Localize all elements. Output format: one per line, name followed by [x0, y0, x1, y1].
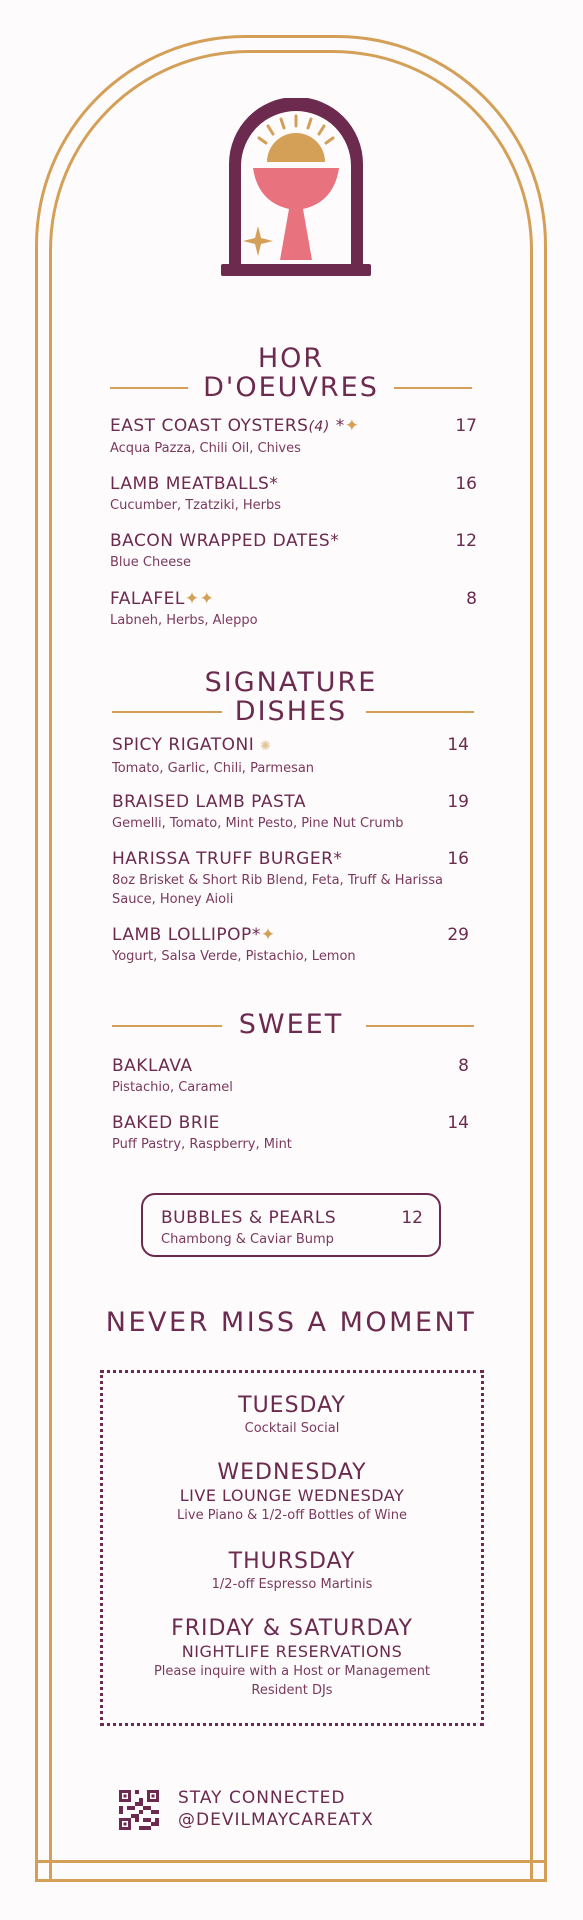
item-description: Acqua Pazza, Chili Oil, Chives — [110, 441, 301, 456]
signature-heading-line1: SIGNATURE — [204, 667, 378, 698]
gold-star-icon: ✦✦ — [184, 589, 215, 609]
menu-item — [112, 1113, 469, 1154]
feature-description: Chambong & Caviar Bump — [161, 1232, 334, 1247]
feature-name: BUBBLES & PEARLS — [161, 1208, 337, 1228]
item-price: 12 — [455, 531, 477, 551]
event-day: FRIDAY & SATURDAY — [171, 1616, 413, 1641]
event-description: Resident DJs — [251, 1683, 333, 1698]
item-description: Sauce, Honey Aioli — [112, 892, 234, 907]
event-thursday — [100, 1549, 484, 1594]
menu-item — [110, 531, 477, 572]
gold-star-icon: ✦ — [344, 416, 360, 436]
gold-star-icon: ✦ — [260, 925, 276, 945]
item-name: BRAISED LAMB PASTA — [112, 792, 306, 812]
qr-code-icon[interactable] — [119, 1790, 159, 1830]
item-name: SPICY RIGATONI — [112, 735, 255, 755]
item-name: EAST COAST OYSTERS — [110, 416, 309, 436]
item-description: Labneh, Herbs, Aleppo — [110, 613, 258, 628]
item-marker: * — [335, 416, 345, 436]
frame-baseline — [35, 1860, 547, 1863]
item-quantity: (4) — [308, 419, 330, 435]
item-description: Puff Pastry, Raspberry, Mint — [112, 1137, 292, 1152]
menu-item — [110, 589, 477, 630]
item-marker: * — [330, 531, 340, 551]
social-block — [178, 1787, 374, 1831]
item-price: 29 — [447, 925, 469, 945]
item-price: 14 — [447, 735, 469, 755]
item-price: 17 — [455, 416, 477, 436]
sunburst-icon: ✺ — [260, 739, 272, 754]
event-weekend — [100, 1616, 484, 1700]
menu-item — [112, 792, 469, 833]
item-description: Tomato, Garlic, Chili, Parmesan — [112, 761, 315, 776]
menu-item — [110, 416, 477, 458]
section-rule — [366, 711, 474, 713]
item-description: Gemelli, Tomato, Mint Pesto, Pine Nut Crumb — [112, 816, 404, 831]
item-description: Cucumber, Tzatziki, Herbs — [110, 498, 282, 513]
sweet-heading: SWEET — [238, 1009, 344, 1040]
menu-item — [112, 1056, 469, 1097]
item-price: 19 — [447, 792, 469, 812]
hors-heading-line2: D'OEUVRES — [203, 372, 379, 403]
item-name: BAKLAVA — [112, 1056, 193, 1076]
event-day: THURSDAY — [228, 1549, 356, 1574]
chalice-sun-moon-icon — [221, 98, 371, 280]
item-marker: * — [333, 849, 343, 869]
event-day: WEDNESDAY — [217, 1460, 367, 1485]
event-subtitle: LIVE LOUNGE WEDNESDAY — [179, 1486, 405, 1505]
item-name: LAMB MEATBALLS — [110, 474, 270, 494]
item-price: 16 — [447, 849, 469, 869]
item-name: BAKED BRIE — [112, 1113, 220, 1133]
event-subtitle: NIGHTLIFE RESERVATIONS — [181, 1642, 403, 1661]
event-day: TUESDAY — [238, 1393, 346, 1418]
item-price: 16 — [455, 474, 477, 494]
item-description: 8oz Brisket & Short Rib Blend, Feta, Truff & Harissa — [112, 873, 443, 888]
event-description: Cocktail Social — [244, 1421, 340, 1436]
feature-item — [161, 1208, 423, 1249]
item-name: LAMB LOLLIPOP — [112, 925, 252, 945]
feature-price: 12 — [401, 1208, 423, 1228]
menu-item — [112, 849, 469, 909]
menu-item — [112, 735, 469, 778]
event-wednesday — [100, 1460, 484, 1525]
section-rule — [112, 711, 222, 713]
social-handle[interactable]: @DEVILMAYCAREATX — [178, 1810, 374, 1830]
item-name: BACON WRAPPED DATES — [110, 531, 331, 551]
item-description: Pistachio, Caramel — [112, 1080, 233, 1095]
menu-item — [110, 474, 477, 515]
item-marker: * — [269, 474, 279, 494]
item-description: Blue Cheese — [110, 555, 191, 570]
section-rule — [394, 387, 472, 389]
item-name: HARISSA TRUFF BURGER — [112, 849, 334, 869]
stay-connected-label: STAY CONNECTED — [178, 1788, 346, 1808]
section-rule — [366, 1025, 474, 1027]
section-rule — [110, 387, 188, 389]
section-rule — [112, 1025, 222, 1027]
signature-heading-line2: DISHES — [234, 696, 348, 727]
event-tuesday — [100, 1393, 484, 1438]
item-price: 8 — [466, 589, 477, 609]
frame-baseline — [35, 1879, 547, 1882]
event-description: Live Piano & 1/2-off Bottles of Wine — [177, 1508, 407, 1523]
hors-heading-line1: HOR — [257, 343, 325, 374]
item-price: 14 — [447, 1113, 469, 1133]
events-heading: NEVER MISS A MOMENT — [105, 1307, 477, 1338]
item-price: 8 — [458, 1056, 469, 1076]
event-description: 1/2-off Espresso Martinis — [211, 1577, 373, 1592]
item-marker: * — [251, 925, 261, 945]
item-name: FALAFEL — [110, 589, 185, 609]
item-description: Yogurt, Salsa Verde, Pistachio, Lemon — [112, 949, 356, 964]
menu-item — [112, 925, 469, 966]
event-description: Please inquire with a Host or Management — [153, 1664, 431, 1679]
